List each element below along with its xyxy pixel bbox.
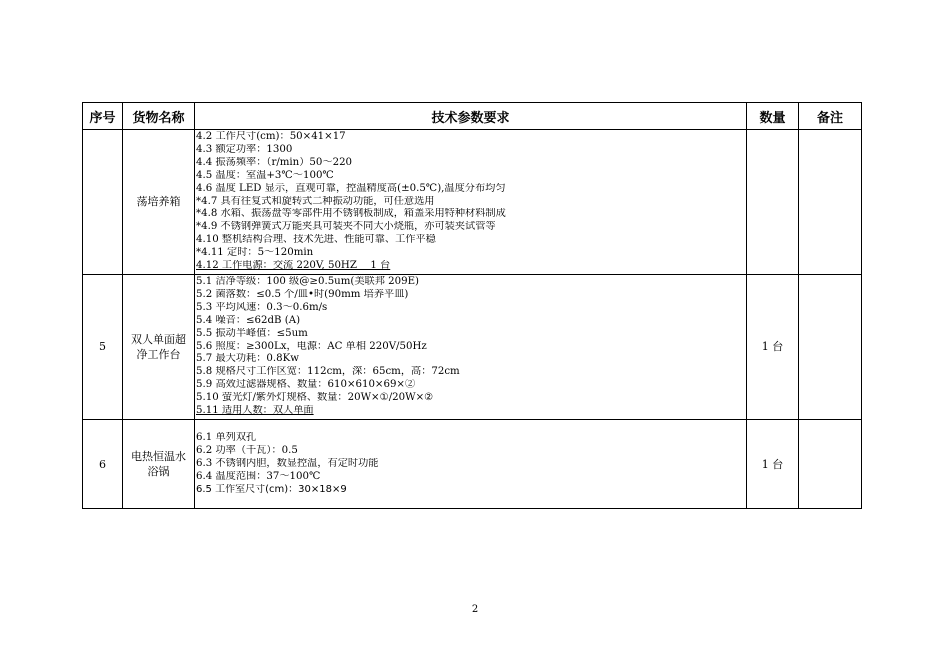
spec-line: 4.6 温度 LED 显示，直观可靠，控温精度高(±0.5℃),温度分布均匀 <box>196 182 506 194</box>
table-row <box>83 419 862 509</box>
spec-line: 5.3 平均风速：0.3～0.6m/s <box>196 301 328 313</box>
row-qty: 1 台 <box>747 419 799 509</box>
row-spec-list <box>195 130 747 275</box>
header-name: 货物名称 <box>123 103 195 130</box>
spec-line: 5.7 最大功耗：0.8Kw <box>196 353 299 365</box>
header-note: 备注 <box>799 103 862 130</box>
spec-line: 5.2 菌落数：≤0.5 个/皿•时(90mm 培养平皿) <box>196 288 409 300</box>
spec-line: 6.1 单列双孔 <box>196 431 257 443</box>
row-qty <box>747 130 799 275</box>
spec-line: 5.5 振动半峰值：≤5um <box>196 327 308 339</box>
row-note <box>799 274 862 419</box>
spec-line: 4.2 工作尺寸(cm)：50×41×17 <box>196 131 346 142</box>
page-number: 2 <box>471 604 479 615</box>
spec-line: 4.3 额定功率：1300 <box>196 143 293 155</box>
spec-line: 5.1 洁净等级：100 级@≥0.5um(美联邦 209E) <box>196 275 420 287</box>
spec-line: 6.5 工作室尺寸(cm)：30×18×9 <box>196 483 347 495</box>
spec-line: 4.12 工作电源：交流 220V, 50HZ 1 台 <box>196 260 391 272</box>
spec-line: 5.10 萤光灯/紫外灯规格、数量：20W×①/20W×② <box>196 392 434 404</box>
spec-line: 5.11 适用人数：双人单面 <box>196 405 314 417</box>
spec-line: 4.10 整机结构合理、技术先进、性能可靠、工作平稳 <box>196 234 436 246</box>
header-spec: 技术参数要求 <box>195 103 747 130</box>
row-spec-list <box>195 419 747 509</box>
spec-line: 5.9 高效过滤器规格、数量：610×610×69×② <box>196 379 416 391</box>
row-seq: 5 <box>83 274 123 419</box>
spec-line: 6.3 不锈钢内胆，数显控温，有定时功能 <box>196 457 379 469</box>
spec-line: 4.4 振荡频率：（r/min）50～220 <box>196 156 353 168</box>
row-seq <box>83 130 123 275</box>
row-name: 荡培养箱 <box>123 130 195 275</box>
table-row <box>83 130 862 275</box>
spec-line: *4.8 水箱、振荡盘等零部件用不锈钢板制成，箱盖采用特种材料制成 <box>196 208 506 220</box>
row-note <box>799 419 862 509</box>
spec-line: 6.4 温度范围：37～100℃ <box>196 470 321 482</box>
header-qty: 数量 <box>747 103 799 130</box>
row-name: 电热恒温水浴锅 <box>123 419 195 509</box>
row-name: 双人单面超净工作台 <box>123 274 195 419</box>
spec-line: 5.4 噪音：≤62dB (A) <box>196 314 301 326</box>
spec-line: 6.2 功率（千瓦）：0.5 <box>196 444 298 456</box>
spec-line: *4.7 具有往复式和旋转式二种振动功能，可任意选用 <box>196 195 435 207</box>
header-seq: 序号 <box>83 103 123 130</box>
spec-line: 5.6 照度：≥300Lx，电源：AC 单相 220V/50Hz <box>196 340 427 352</box>
row-spec-list <box>195 274 747 419</box>
spec-line: *4.9 不锈钢弹簧式万能夹具可装夹不同大小烧瓶，亦可装夹试管等 <box>196 221 496 233</box>
spec-line: 5.8 规格尺寸工作区宽：112cm，深：65cm，高：72cm <box>196 366 460 378</box>
spec-table <box>82 102 862 509</box>
table-header-row <box>83 103 862 130</box>
row-note <box>799 130 862 275</box>
spec-line: *4.11 定时：5～120min <box>196 247 314 259</box>
row-qty: 1 台 <box>747 274 799 419</box>
row-seq: 6 <box>83 419 123 509</box>
spec-line: 4.5 温度：室温+3℃～100℃ <box>196 169 334 181</box>
table-row <box>83 274 862 419</box>
